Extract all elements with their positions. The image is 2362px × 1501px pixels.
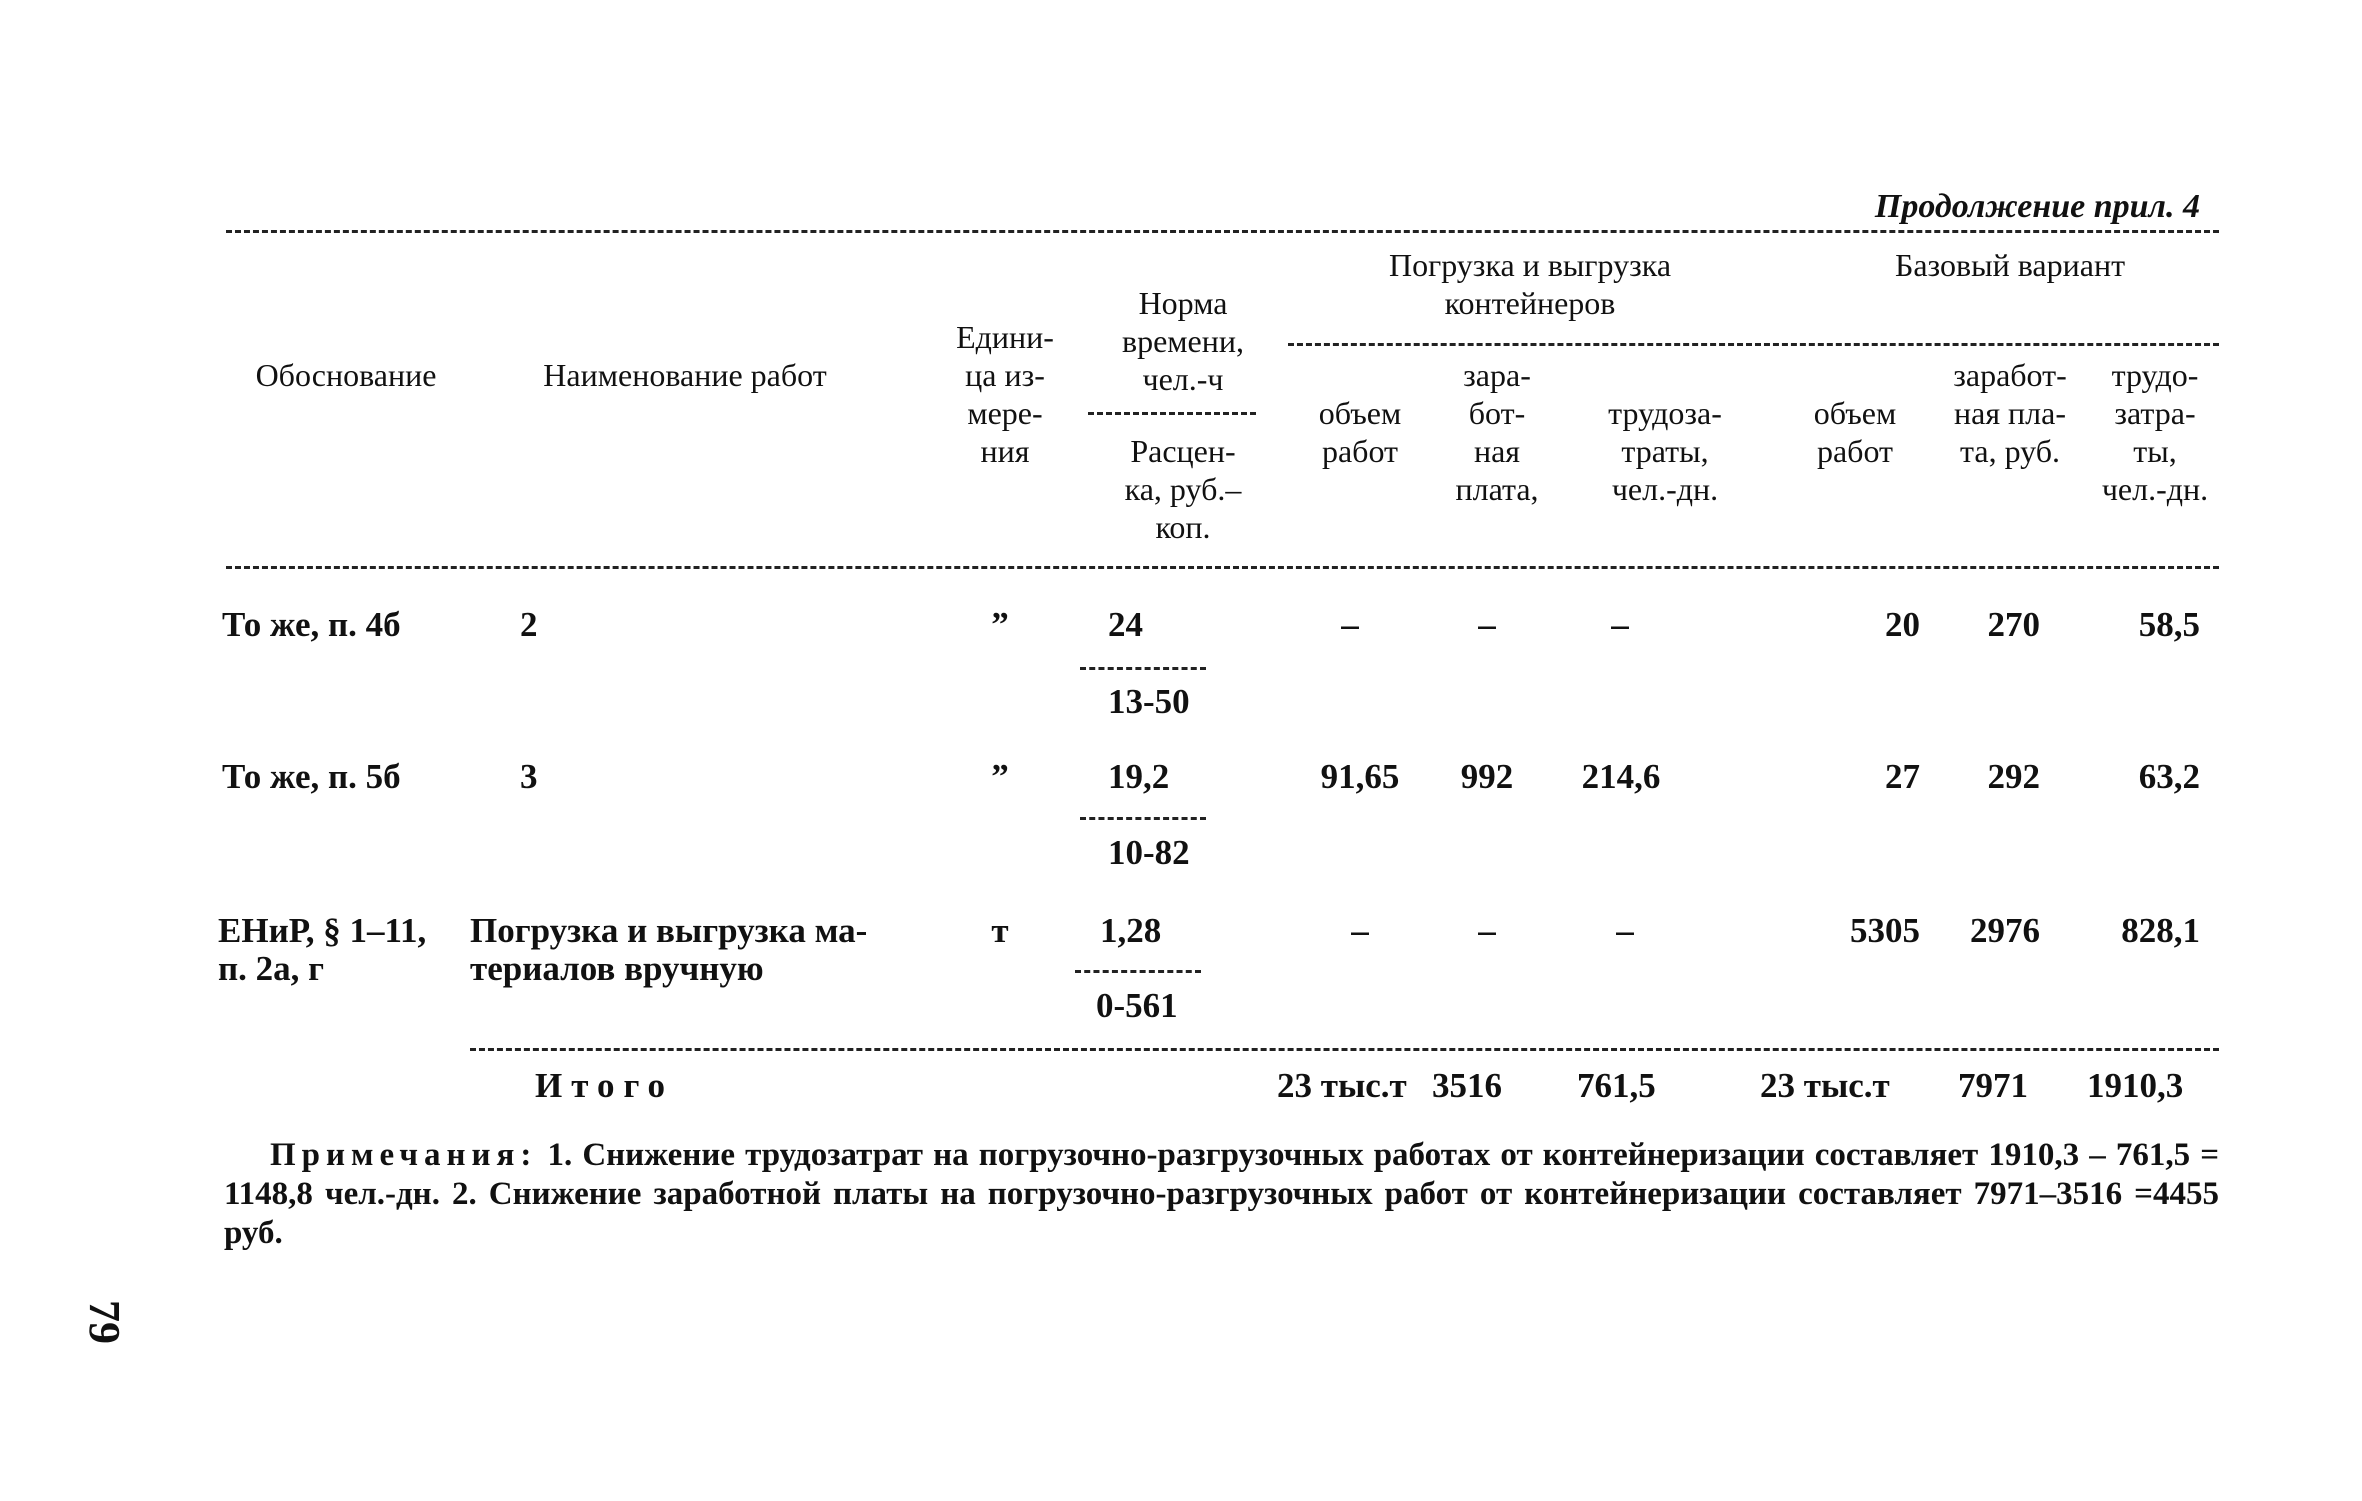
cell-container-labor: – <box>1611 605 1629 644</box>
cell-container-volume: – <box>1351 911 1369 950</box>
notes-text: 1. Снижение трудозатрат на погрузочно-разгрузочных работах от контейнеризации составляет 1910,3 – 761,5 = 1148,8 чел.-дн. 2. Снижение заработной платы на погрузочно-разгрузочных работ от контейнеризации составляет 7971–3516 =4455 руб. <box>224 1137 2219 1251</box>
cell-base-salary: 2976 <box>1970 911 2040 950</box>
cell-container-salary: – <box>1478 605 1496 644</box>
cell-unit: т <box>991 911 1009 950</box>
cell-base-volume: 5305 <box>1850 911 1920 950</box>
cell-base-labor: 828,1 <box>2121 911 2200 950</box>
total-base-salary: 7971 <box>1958 1066 2028 1105</box>
rule-header-bottom <box>226 566 2219 569</box>
header-container-volume: объем работ <box>1318 395 1402 469</box>
rule-row1-fraction <box>1080 667 1206 670</box>
cell-container-labor: – <box>1616 911 1634 950</box>
cell-basis: То же, п. 5б <box>222 757 401 796</box>
total-container-salary: 3516 <box>1432 1066 1502 1105</box>
header-base-volume: объем работ <box>1813 395 1897 469</box>
total-label: Итого <box>535 1066 674 1105</box>
cell-base-salary: 292 <box>1987 757 2040 796</box>
header-rate: Расцен- ка, руб.– коп. <box>1124 433 1242 545</box>
cell-base-labor: 58,5 <box>2138 605 2200 644</box>
cell-container-salary: 992 <box>1460 757 1514 796</box>
header-norm: Норма времени, чел.-ч <box>1121 285 1244 397</box>
cell-container-salary: – <box>1478 911 1496 950</box>
cell-unit: ” <box>991 757 1009 796</box>
total-base-labor: 1910,3 <box>2087 1066 2184 1105</box>
rule-norm-rate <box>1088 412 1256 415</box>
cell-rate: 0-561 <box>1096 986 1178 1025</box>
header-unit: Едини- ца из- мере- ния <box>956 319 1054 469</box>
rule-row3-fraction <box>1075 970 1201 973</box>
cell-container-labor: 214,6 <box>1581 757 1661 796</box>
rule-total <box>470 1048 2219 1051</box>
cell-base-labor: 63,2 <box>2138 757 2200 796</box>
cell-work-name: 2 <box>520 605 538 644</box>
rule-top <box>226 230 2219 233</box>
total-base-volume: 23 тыс.т <box>1760 1066 1890 1105</box>
header-basis: Обоснование <box>255 357 437 393</box>
header-base-salary: заработ- ная пла- та, руб. <box>1953 357 2067 469</box>
cell-container-volume: 91,65 <box>1320 757 1400 796</box>
notes <box>224 1136 2219 1253</box>
rule-group-header <box>1288 343 2219 346</box>
cell-basis: ЕНиР, § 1–11, п. 2а, г <box>218 911 427 988</box>
cell-base-volume: 20 <box>1885 605 1920 644</box>
rule-row2-fraction <box>1080 817 1206 820</box>
header-base-labor: трудо- затра- ты, чел.-дн. <box>2101 357 2209 507</box>
header-container-labor: трудоза- траты, чел.-дн. <box>1608 395 1722 507</box>
header-base-group: Базовый вариант <box>1894 247 2126 283</box>
cell-norm: 19,2 <box>1108 757 1170 796</box>
cell-basis: То же, п. 4б <box>222 605 401 644</box>
cell-rate: 10-82 <box>1108 833 1190 872</box>
total-container-volume: 23 тыс.т <box>1277 1066 1407 1105</box>
cell-work-name: Погрузка и выгрузка ма- териалов вручную <box>470 911 868 988</box>
cell-norm: 1,28 <box>1100 911 1162 950</box>
cell-unit: ” <box>991 605 1009 644</box>
cell-rate: 13-50 <box>1108 682 1190 721</box>
cell-container-volume: – <box>1341 605 1359 644</box>
cell-norm: 24 <box>1108 605 1143 644</box>
page-title: Продолжение прил. 4 <box>1874 188 2200 225</box>
header-work-name: Наименование работ <box>543 357 827 393</box>
cell-work-name: 3 <box>520 757 538 796</box>
page-number: 79 <box>80 1300 129 1344</box>
header-container-salary: зара- бот- ная плата, <box>1455 357 1539 507</box>
total-container-labor: 761,5 <box>1577 1066 1656 1105</box>
cell-base-salary: 270 <box>1987 605 2040 644</box>
header-container-group: Погрузка и выгрузка контейнеров <box>1388 247 1672 321</box>
cell-base-volume: 27 <box>1885 757 1920 796</box>
notes-label: Примечания: <box>270 1137 538 1173</box>
